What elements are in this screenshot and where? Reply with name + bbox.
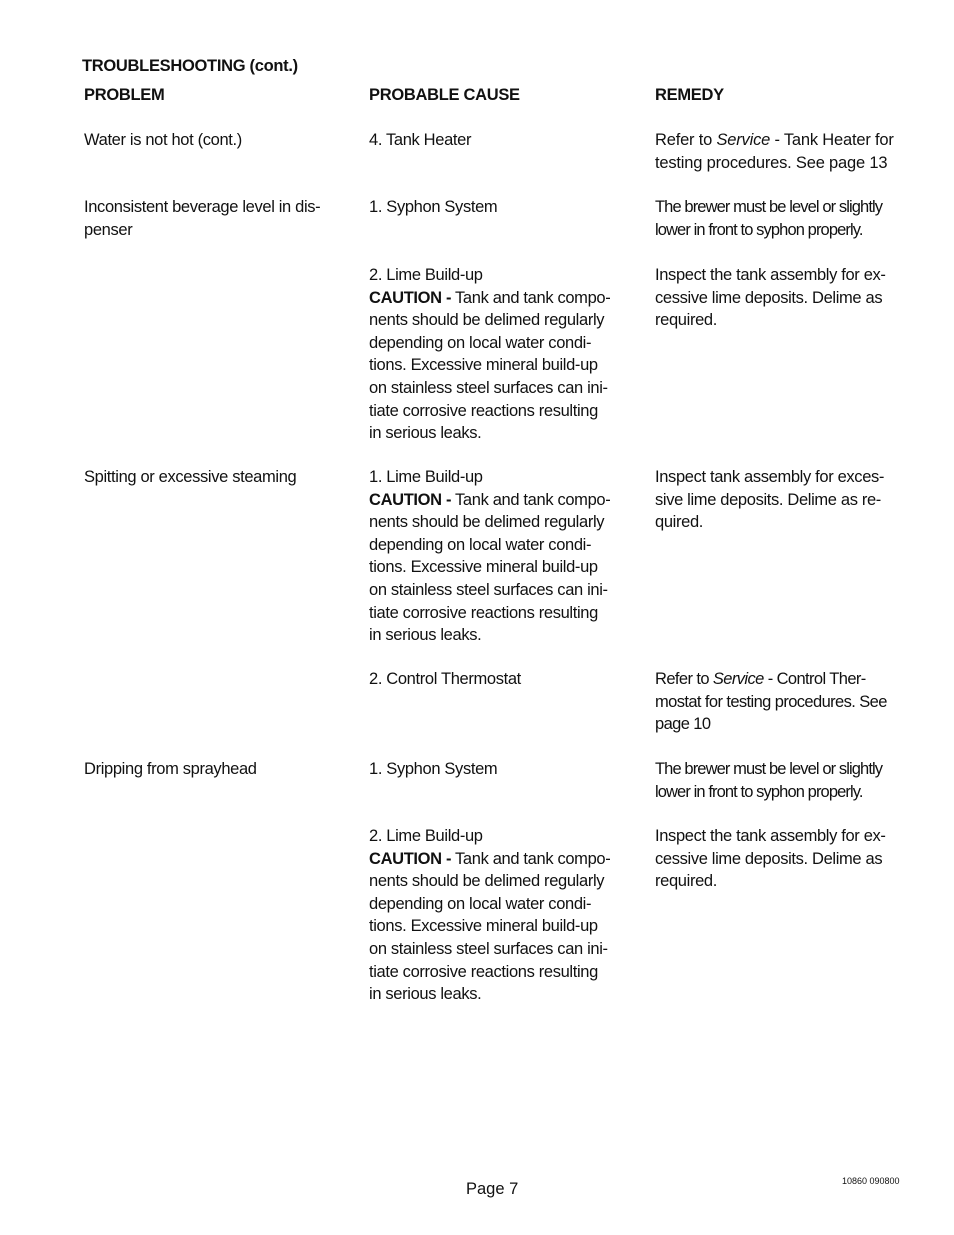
remedy-service-italic: Service (716, 131, 771, 149)
caution-text: Tank and tank compo- nents should be delimed regularly depending on local water condi- tions. Excessive mineral build-up on stainless steel surfaces can ini- tiate corrosive reactions resulting in serious leaks. (369, 490, 611, 645)
cause-cell (369, 466, 619, 647)
cause-cell (369, 825, 619, 1006)
caution-text: Tank and tank compo- nents should be delimed regularly depending on local water condi- tions. Excessive mineral build-up on stainless steel surfaces can ini- tiate corrosive reactions resulting in serious leaks. (369, 849, 611, 1004)
cause-cell: 1. Syphon System (369, 198, 498, 216)
remedy-text: - Tank Heater for testing procedures. See page 13 (655, 131, 894, 172)
remedy-text: Refer to (655, 131, 717, 149)
caution-text: Tank and tank compo- nents should be delimed regularly depending on local water condi- tions. Excessive mineral build-up on stainless steel surfaces can ini- tiate corrosive reactions resulting in serious leaks. (369, 288, 611, 443)
remedy-text: - Control Ther- mostat for testing procedures. See page 10 (655, 670, 887, 734)
page-number: Page 7 (466, 1180, 519, 1198)
cause-cell: 1. Syphon System (369, 760, 498, 778)
section-heading: TROUBLESHOOTING (cont.) (82, 57, 298, 75)
caution-label: CAUTION - (369, 490, 452, 509)
remedy-cell: Inspect tank assembly for exces- sive lime deposits. Delime as re- quired. (655, 468, 885, 532)
caution-label: CAUTION - (369, 288, 452, 307)
cause-cell: 4. Tank Heater (369, 131, 472, 149)
column-header-remedy: REMEDY (655, 86, 724, 104)
remedy-cell: Inspect the tank assembly for ex- cessive lime deposits. Delime as required. (655, 827, 886, 891)
cause-cell: 2. Control Thermostat (369, 670, 521, 688)
remedy-cell: The brewer must be level or slightly lower in front to syphon properly. (655, 760, 883, 801)
cause-cell (369, 264, 619, 445)
remedy-cell: Inspect the tank assembly for ex- cessive lime deposits. Delime as required. (655, 266, 886, 330)
remedy-text: Refer to (655, 670, 713, 688)
cause-title: 1. Lime Build-up (369, 468, 483, 486)
column-header-problem: PROBLEM (84, 86, 165, 104)
remedy-cell (655, 129, 905, 174)
remedy-cell: The brewer must be level or slightly lower in front to syphon properly. (655, 198, 883, 239)
problem-cell: Inconsistent beverage level in dis- penser (84, 198, 321, 239)
problem-cell: Dripping from sprayhead (84, 760, 257, 778)
problem-cell: Water is not hot (cont.) (84, 131, 242, 149)
column-header-cause: PROBABLE CAUSE (369, 86, 520, 104)
remedy-cell (655, 668, 905, 736)
caution-label: CAUTION - (369, 849, 452, 868)
cause-title: 2. Lime Build-up (369, 827, 483, 845)
problem-cell: Spitting or excessive steaming (84, 468, 297, 486)
remedy-service-italic: Service (712, 670, 764, 688)
document-id: 10860 090800 (842, 1176, 900, 1186)
cause-title: 2. Lime Build-up (369, 266, 483, 284)
